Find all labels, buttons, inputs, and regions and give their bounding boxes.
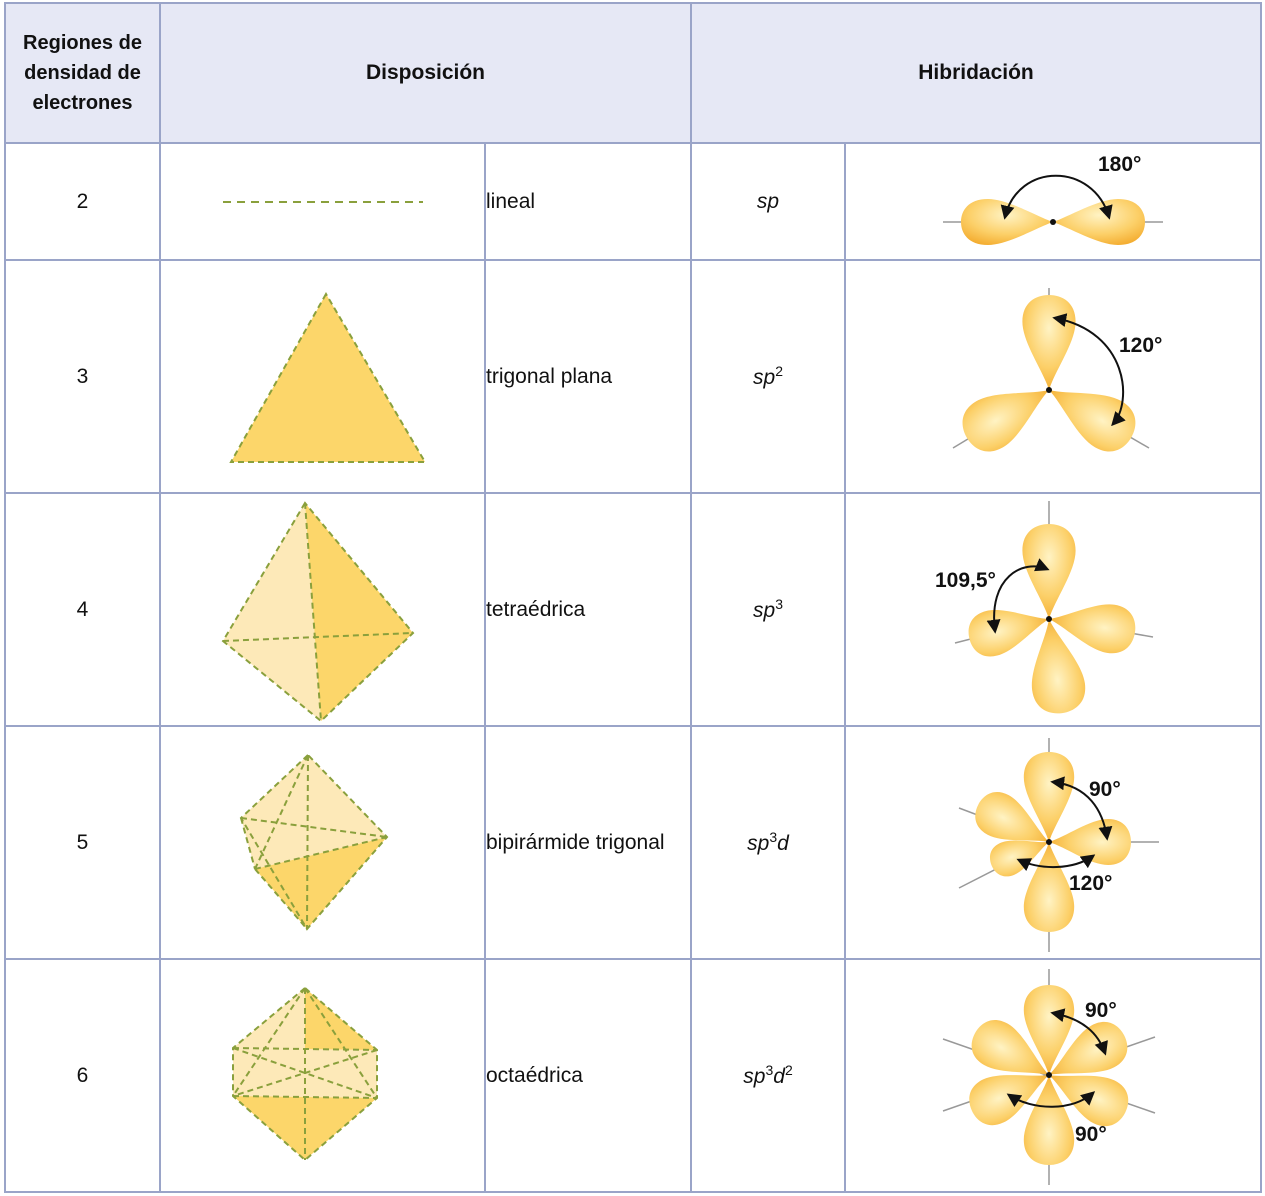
angle-label: 120° — [1069, 871, 1113, 895]
hybridization-label — [691, 260, 845, 493]
sp3d2-orbital-cell — [845, 959, 1261, 1192]
table-row — [5, 143, 1261, 260]
hyb-base: sp — [753, 366, 776, 389]
arrangement-name: bipirármide trigonal — [485, 726, 691, 959]
sp3-orbital-cell — [845, 493, 1261, 726]
angle-label: 90° — [1089, 777, 1121, 801]
angle-label: 90° — [1085, 998, 1117, 1022]
arrangement-name: octaédrica — [485, 959, 691, 1192]
angle-label: 90° — [1075, 1122, 1107, 1146]
hybridization-label — [691, 726, 845, 959]
tetrahedral-shape-diagram — [213, 497, 433, 723]
angle-label: 180° — [1098, 152, 1142, 176]
linear-shape-diagram — [213, 182, 433, 222]
sp-orbital-diagram — [923, 147, 1183, 257]
sp-orbital-cell — [845, 143, 1261, 260]
sp3d-orbital-cell — [845, 726, 1261, 959]
table-row — [5, 260, 1261, 493]
sp2-orbital-cell — [845, 260, 1261, 493]
hyb-base: sp — [753, 599, 776, 622]
trigonal-planar-shape-cell — [160, 260, 485, 493]
hybridization-label — [691, 493, 845, 726]
octahedral-shape-diagram — [213, 986, 433, 1166]
sp3d2-orbital-diagram — [923, 963, 1183, 1189]
arrangement-name: trigonal plana — [485, 260, 691, 493]
linear-shape-cell — [160, 143, 485, 260]
regions-count: 6 — [5, 959, 160, 1192]
trigonal-bipyramidal-shape-cell — [160, 726, 485, 959]
regions-count: 5 — [5, 726, 160, 959]
hyb-sup: 3 — [765, 1062, 774, 1078]
hybridization-label — [691, 959, 845, 1192]
arrangement-name: tetraédrica — [485, 493, 691, 726]
arrangement-name: lineal — [485, 143, 691, 260]
header-row — [5, 3, 1261, 143]
tetrahedral-shape-cell — [160, 493, 485, 726]
hyb-sup: 3 — [769, 829, 778, 845]
hyb-d: d — [773, 1065, 785, 1088]
trigonal-bipyramidal-shape-diagram — [213, 753, 433, 933]
trigonal-planar-shape-diagram — [213, 282, 433, 472]
table-row — [5, 726, 1261, 959]
regions-count: 2 — [5, 143, 160, 260]
hyb-base: sp — [747, 832, 770, 855]
header-arrangement: Disposición — [160, 3, 691, 143]
hyb-d: d — [777, 832, 789, 855]
table-row — [5, 959, 1261, 1192]
hybridization-table — [4, 2, 1262, 1193]
octahedral-shape-cell — [160, 959, 485, 1192]
hyb-sup: 2 — [784, 1062, 793, 1078]
angle-label: 109,5° — [935, 568, 996, 592]
hyb-base: sp — [756, 189, 780, 213]
sp2-orbital-diagram — [923, 282, 1183, 472]
hyb-sup: 2 — [775, 363, 783, 379]
sp3-orbital-diagram — [923, 497, 1183, 723]
header-regions: Regiones de densidad de electrones — [5, 3, 160, 143]
regions-count: 3 — [5, 260, 160, 493]
hybridization-label — [691, 143, 845, 260]
sp3d-orbital-diagram — [923, 730, 1183, 956]
header-hybridization: Hibridación — [691, 3, 1261, 143]
hyb-base: sp — [743, 1065, 766, 1088]
regions-count: 4 — [5, 493, 160, 726]
hyb-sup: 3 — [775, 596, 783, 612]
table-row — [5, 493, 1261, 726]
angle-label: 120° — [1119, 333, 1163, 357]
